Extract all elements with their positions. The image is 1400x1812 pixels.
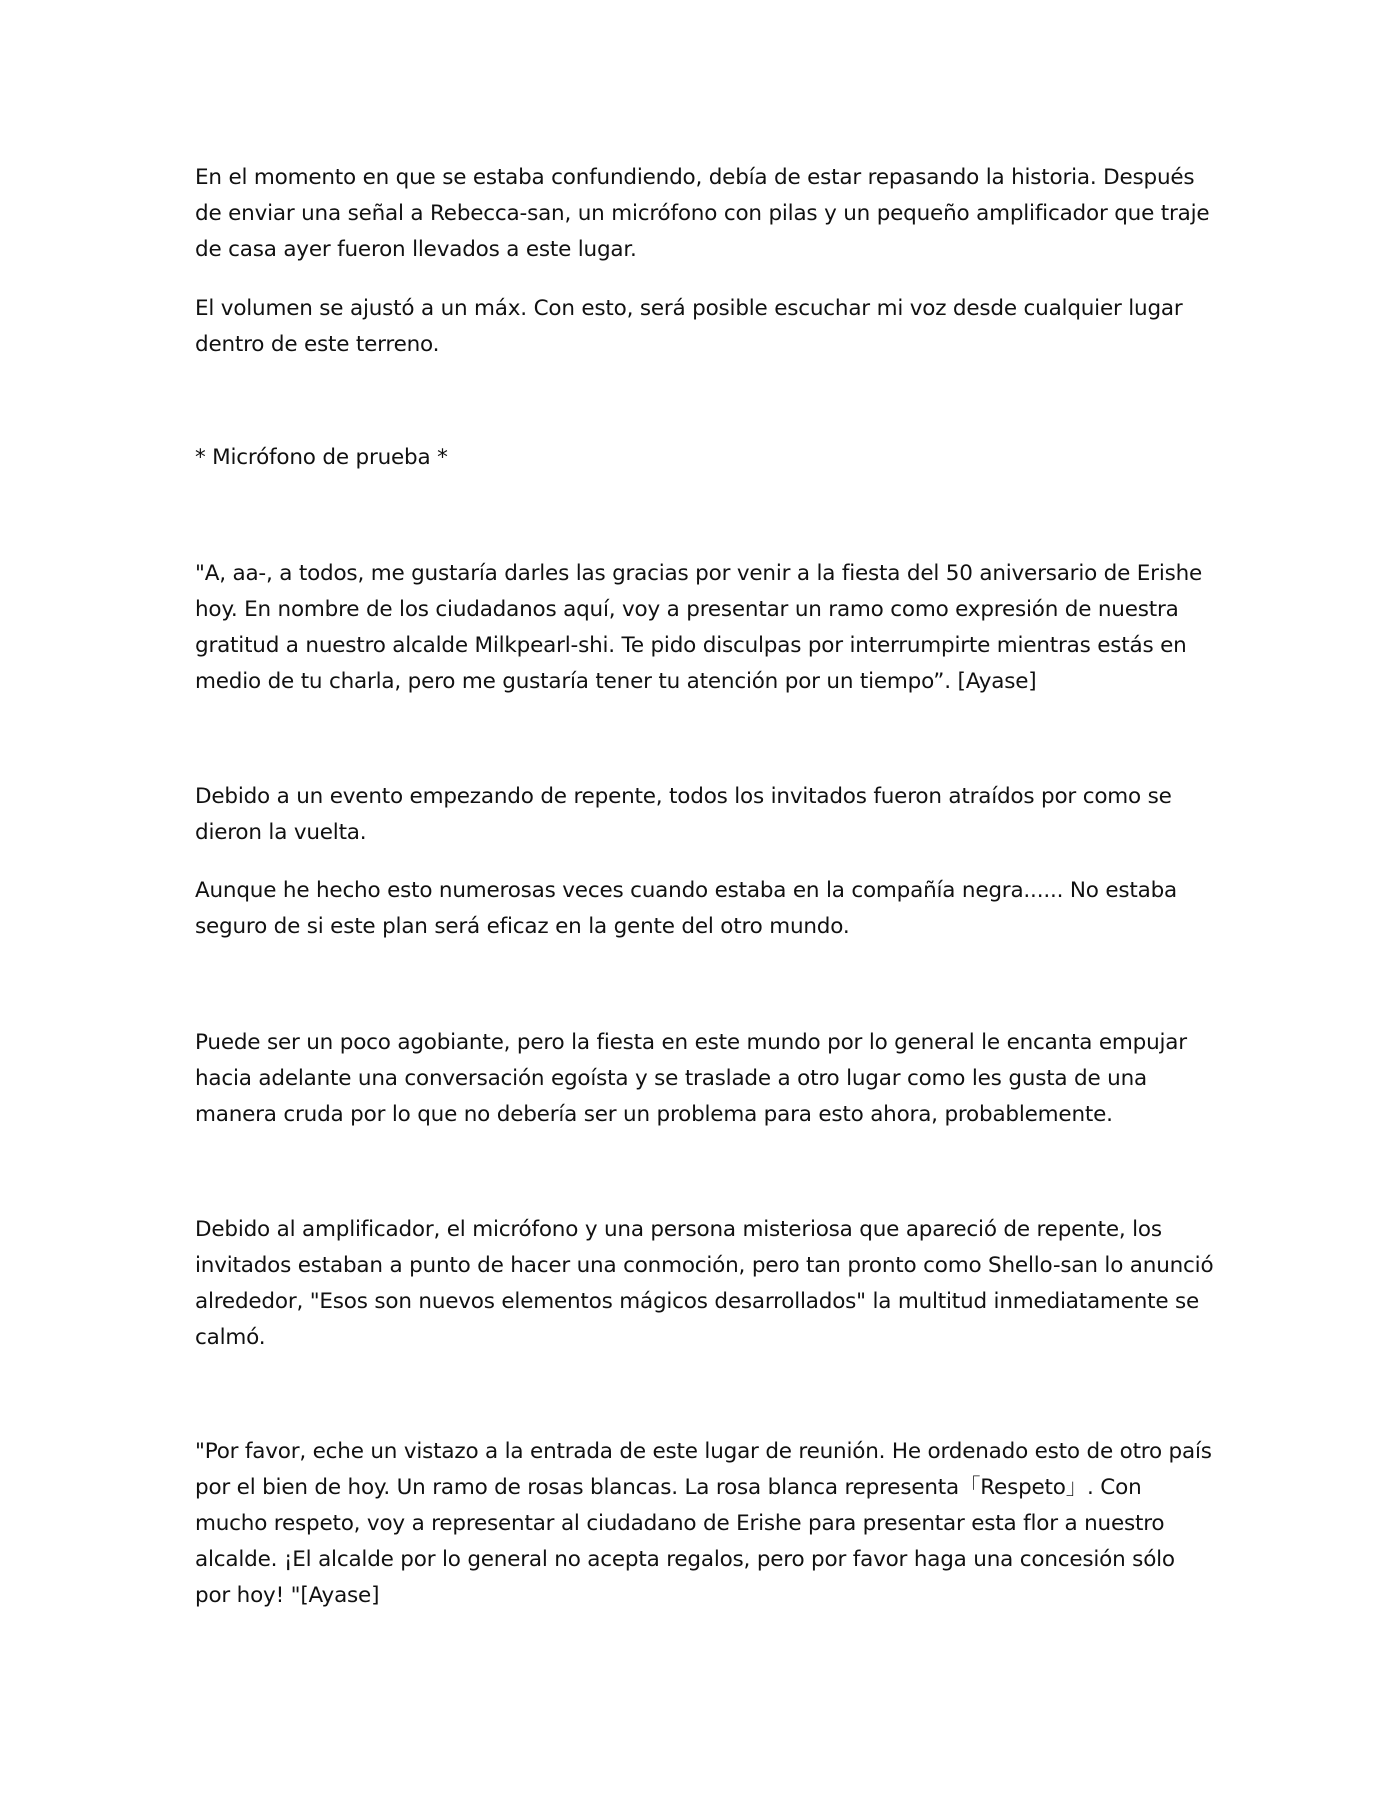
paragraph-6: Aunque he hecho esto numerosas veces cuando estaba en la compañía negra...... No estaba seguro de si este plan será eficaz en la gente del otro mundo.: [195, 878, 1177, 939]
paragraph-1: En el momento en que se estaba confundiendo, debía de estar repasando la historia. Después de enviar una señal a Rebecca-san, un micrófono con pilas y un pequeño amplificador que traje de casa ayer fueron llevados a este lugar.: [195, 165, 1210, 262]
paragraph-3: * Micrófono de prueba *: [195, 445, 448, 470]
paragraph-4: "A, aa-, a todos, me gustaría darles las gracias por venir a la fiesta del 50 aniversario de Erishe hoy. En nombre de los ciudadanos aquí, voy a presentar un ramo como expresión de nuestra gratitud a nuestro alcalde Milkpearl-shi. Te pido disculpas por interrumpirte mientras estás en medio de tu charla, pero me gustaría tener tu atención por un tiempo”. [Ayase]: [195, 561, 1203, 694]
paragraph-8: Debido al amplificador, el micrófono y una persona misteriosa que apareció de repente, los invitados estaban a punto de hacer una conmoción, pero tan pronto como Shello-san lo anunció alrededor, "Esos son nuevos elementos mágicos desarrollados" la multitud inmediatamente se calmó.: [195, 1217, 1214, 1350]
paragraph-7: Puede ser un poco agobiante, pero la fiesta en este mundo por lo general le encanta empujar hacia adelante una conversación egoísta y se traslade a otro lugar como les gusta de una manera cruda por lo que no debería ser un problema para esto ahora, probablemente.: [195, 1030, 1187, 1127]
paragraph-9: "Por favor, eche un vistazo a la entrada de este lugar de reunión. He ordenado esto de otro país por el bien de hoy. Un ramo de rosas blancas. La rosa blanca representa「Respeto」. Con mucho respeto, voy a representar al ciudadano de Erishe para presentar esta flor a nuestro alcalde. ¡El alcalde por lo general no acepta regalos, pero por favor haga una concesión sólo por hoy! "[Ayase]: [195, 1439, 1212, 1608]
paragraph-5: Debido a un evento empezando de repente, todos los invitados fueron atraídos por como se dieron la vuelta.: [195, 784, 1172, 845]
paragraph-2: El volumen se ajustó a un máx. Con esto, será posible escuchar mi voz desde cualquier lugar dentro de este terreno.: [195, 296, 1183, 357]
